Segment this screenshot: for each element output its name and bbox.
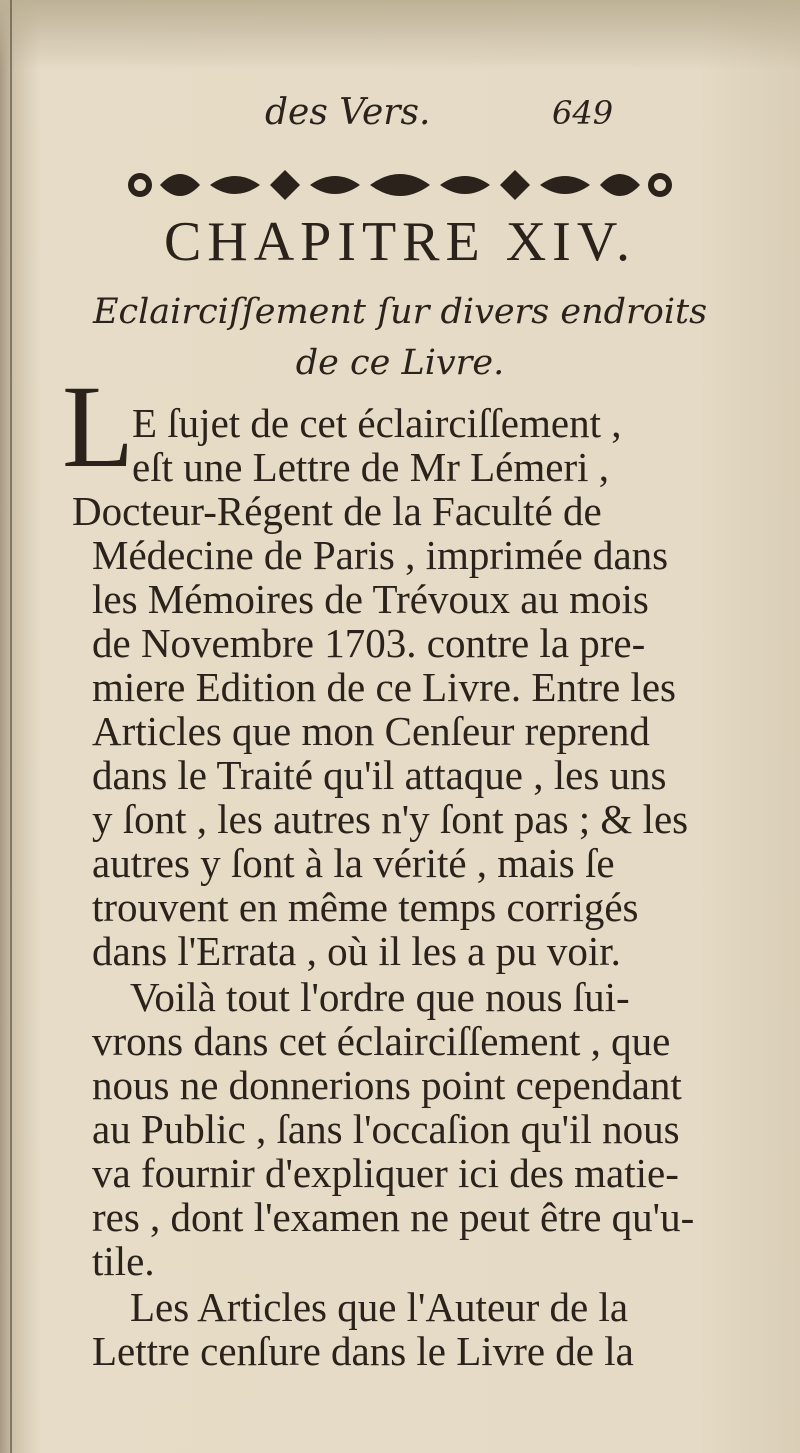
body-line: y ſont , les autres n'y ſont pas ; & les — [92, 796, 689, 842]
body-line: res , dont l'examen ne peut être qu'u- — [92, 1194, 695, 1240]
running-head — [0, 92, 800, 142]
body-line: au Public , ſans l'occaſion qu'il nous — [92, 1106, 680, 1152]
page-number: 649 — [552, 94, 614, 132]
body-line: va fournir d'expliquer ici des matie- — [92, 1150, 679, 1196]
body-line: trouvent en même temps corrigés — [92, 884, 639, 930]
body-line: miere Edition de ce Livre. Entre les — [92, 664, 677, 710]
body-line: Médecine de Paris , imprimée dans — [92, 532, 669, 578]
chapter-title: CHAPITRE XIV. — [163, 211, 637, 273]
page-top-edge — [0, 0, 800, 70]
body-line: E ſujet de cet éclairciſſement , — [132, 400, 622, 446]
body-line: dans l'Errata , où il les a pu voir. — [92, 928, 621, 974]
body-line: Les Articles que l'Auteur de la — [130, 1284, 629, 1330]
body-line: vrons dans cet éclairciſſement , que — [92, 1018, 671, 1064]
body-line: dans le Traité qu'il attaque , les uns — [92, 752, 667, 798]
chapter-subtitle-line-2: de ce Livre. — [295, 343, 505, 383]
chapter-subtitle-line-1: Eclairciſſement ſur divers endroits — [92, 292, 708, 332]
running-head-title: des Vers. — [265, 92, 431, 133]
body-line: Docteur-Régent de la Faculté de — [72, 488, 602, 534]
drop-cap: L — [62, 361, 135, 492]
body-line: tile. — [92, 1238, 155, 1284]
body-line: eſt une Lettre de Mr Lémeri , — [132, 444, 609, 490]
body-line: autres y ſont à la vérité , mais ſe — [92, 840, 615, 886]
body-line: les Mémoires de Trévoux au mois — [92, 576, 649, 622]
body-line: Articles que mon Cenſeur reprend — [92, 708, 650, 754]
body-line: Voilà tout l'ordre que nous ſui- — [130, 974, 630, 1020]
body-line: de Novembre 1703. contre la pre- — [92, 620, 646, 666]
body-line: nous ne donnerions point cependant — [92, 1062, 682, 1108]
fleuron-band-icon — [120, 160, 680, 210]
body-line: Lettre cenſure dans le Livre de la — [92, 1328, 634, 1374]
